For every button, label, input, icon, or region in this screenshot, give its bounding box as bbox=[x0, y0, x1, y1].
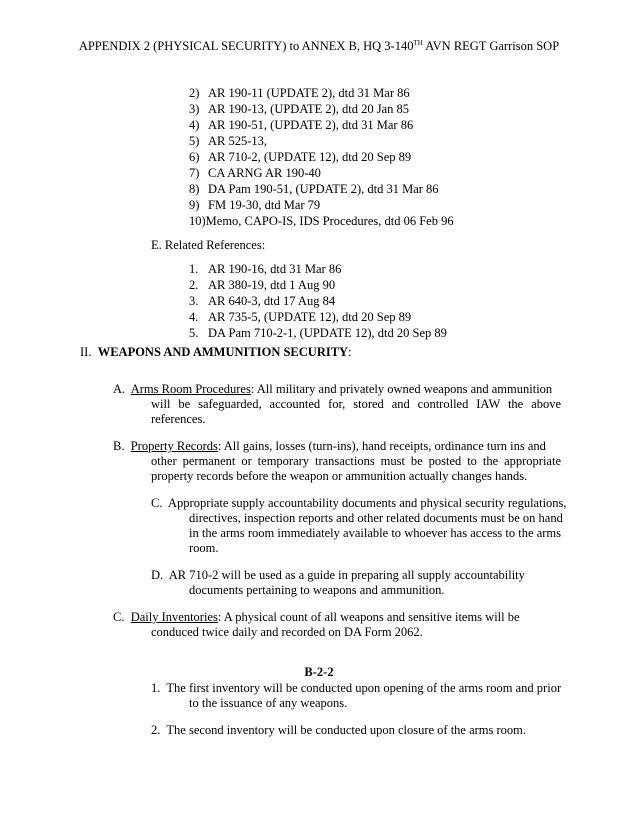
para-b-d-line-2: documents pertaining to weapons and ammunition. bbox=[189, 583, 445, 597]
related-reference-number: 4. bbox=[189, 310, 199, 324]
inventory-number: 2. bbox=[151, 723, 161, 737]
reference-item bbox=[189, 150, 411, 165]
reference-text: AR 190-13, (UPDATE 2), dtd 20 Jan 85 bbox=[208, 102, 410, 116]
related-reference-text: AR 640-3, dtd 17 Aug 84 bbox=[208, 294, 336, 308]
para-a-line-3: references. bbox=[151, 412, 206, 426]
para-b-line-3: property records before the weapon or ammunition actually changes hands. bbox=[151, 469, 528, 483]
header-suffix: AVN REGT Garrison SOP bbox=[422, 39, 560, 53]
related-reference-item bbox=[189, 262, 341, 277]
para-b-title: Property Records bbox=[130, 439, 218, 453]
para-b-line-2: other permanent or temporary transactions must be posted to the appropriate bbox=[151, 454, 561, 468]
inventory-text: The first inventory will be conducted upon opening of the arms room and prior bbox=[166, 681, 562, 695]
reference-number: 4) bbox=[189, 118, 200, 132]
para-a-line-2: will be safeguarded, accounted for, stored and controlled IAW the above bbox=[151, 397, 561, 411]
para-c-text: : A physical count of all weapons and sensitive items will be bbox=[217, 610, 520, 624]
reference-number: 7) bbox=[189, 166, 200, 180]
reference-number: 9) bbox=[189, 198, 200, 212]
header-superscript: TH bbox=[413, 38, 423, 47]
reference-text: Memo, CAPO-IS, IDS Procedures, dtd 06 Feb 96 bbox=[205, 214, 454, 228]
section-colon: : bbox=[348, 345, 352, 359]
reference-item bbox=[189, 198, 320, 213]
para-b-d-label: D. bbox=[151, 568, 164, 582]
reference-number: 2) bbox=[189, 86, 200, 100]
reference-text: DA Pam 190-51, (UPDATE 2), dtd 31 Mar 86 bbox=[208, 182, 439, 196]
related-reference-number: 5. bbox=[189, 326, 199, 340]
para-c-title: Daily Inventories bbox=[130, 610, 218, 624]
reference-text: AR 710-2, (UPDATE 12), dtd 20 Sep 89 bbox=[208, 150, 412, 164]
related-reference-text: AR 190-16, dtd 31 Mar 86 bbox=[208, 262, 342, 276]
reference-text: AR 190-11 (UPDATE 2), dtd 31 Mar 86 bbox=[208, 86, 410, 100]
inventory-number: 1. bbox=[151, 681, 161, 695]
para-b-label: B. bbox=[113, 439, 125, 453]
reference-item bbox=[189, 102, 409, 117]
reference-number: 6) bbox=[189, 150, 200, 164]
reference-text: AR 190-51, (UPDATE 2), dtd 31 Mar 86 bbox=[208, 118, 414, 132]
reference-text: FM 19-30, dtd Mar 79 bbox=[208, 198, 321, 212]
inventory-text: The second inventory will be conducted upon closure of the arms room. bbox=[166, 723, 527, 737]
page-header bbox=[0, 39, 638, 54]
section-heading bbox=[80, 345, 352, 360]
reference-number: 3) bbox=[189, 102, 200, 116]
reference-item bbox=[189, 134, 267, 149]
para-a-label: A. bbox=[113, 382, 126, 396]
related-reference-text: AR 380-19, dtd 1 Aug 90 bbox=[208, 278, 336, 292]
related-reference-item bbox=[189, 310, 411, 325]
inventory-item-1-line-2: to the issuance of any weapons. bbox=[189, 696, 348, 710]
reference-item bbox=[189, 166, 321, 181]
related-reference-number: 2. bbox=[189, 278, 199, 292]
reference-text: AR 525-13, bbox=[208, 134, 268, 148]
reference-item bbox=[189, 182, 439, 197]
related-reference-number: 3. bbox=[189, 294, 199, 308]
reference-text: CA ARNG AR 190-40 bbox=[208, 166, 321, 180]
para-b-line-1 bbox=[113, 439, 546, 454]
reference-number: 5) bbox=[189, 134, 200, 148]
para-b-d-line-1 bbox=[151, 568, 525, 583]
reference-item bbox=[189, 118, 413, 133]
related-reference-number: 1. bbox=[189, 262, 199, 276]
related-reference-text: DA Pam 710-2-1, (UPDATE 12), dtd 20 Sep 89 bbox=[208, 326, 447, 340]
related-references-heading: E. Related References: bbox=[151, 238, 266, 252]
para-a-text: : All military and privately owned weapons and ammunition bbox=[250, 382, 553, 396]
para-b-c-line-1 bbox=[151, 496, 567, 511]
para-a-title: Arms Room Procedures bbox=[130, 382, 251, 396]
header-prefix: APPENDIX 2 (PHYSICAL SECURITY) to ANNEX B, HQ 3-140 bbox=[78, 39, 414, 53]
para-b-c-label: C. bbox=[151, 496, 163, 510]
para-b-text: : All gains, losses (turn-ins), hand receipts, ordinance turn ins and bbox=[217, 439, 546, 453]
para-b-c-text: Appropriate supply accountability documents and physical security regulations, bbox=[168, 496, 567, 510]
related-reference-item bbox=[189, 326, 447, 341]
related-reference-text: AR 735-5, (UPDATE 12), dtd 20 Sep 89 bbox=[208, 310, 412, 324]
para-c-label: C. bbox=[113, 610, 125, 624]
related-reference-item bbox=[189, 278, 335, 293]
para-b-c-line-3: in the arms room immediately available to whoever has access to the arms bbox=[189, 526, 561, 540]
reference-item bbox=[189, 214, 454, 229]
related-reference-item bbox=[189, 294, 335, 309]
reference-number: 8) bbox=[189, 182, 200, 196]
inventory-item-1-line-1 bbox=[151, 681, 561, 696]
para-c-line-1 bbox=[113, 610, 520, 625]
section-number: II. bbox=[80, 345, 92, 359]
page-number-label: B-2-2 bbox=[304, 665, 334, 679]
section-title: WEAPONS AND AMMUNITION SECURITY bbox=[97, 345, 349, 359]
para-b-d-text: AR 710-2 will be used as a guide in preparing all supply accountability bbox=[168, 568, 525, 582]
inventory-item-2-line-1 bbox=[151, 723, 526, 738]
para-b-c-line-4: room. bbox=[189, 541, 219, 555]
para-a-line-1 bbox=[113, 382, 552, 397]
para-b-c-line-2: directives, inspection reports and other related documents must be on hand bbox=[189, 511, 563, 525]
para-c-line-2: conduced twice daily and recorded on DA Form 2062. bbox=[151, 625, 423, 639]
reference-item bbox=[189, 86, 410, 101]
reference-number: 10) bbox=[189, 214, 206, 228]
